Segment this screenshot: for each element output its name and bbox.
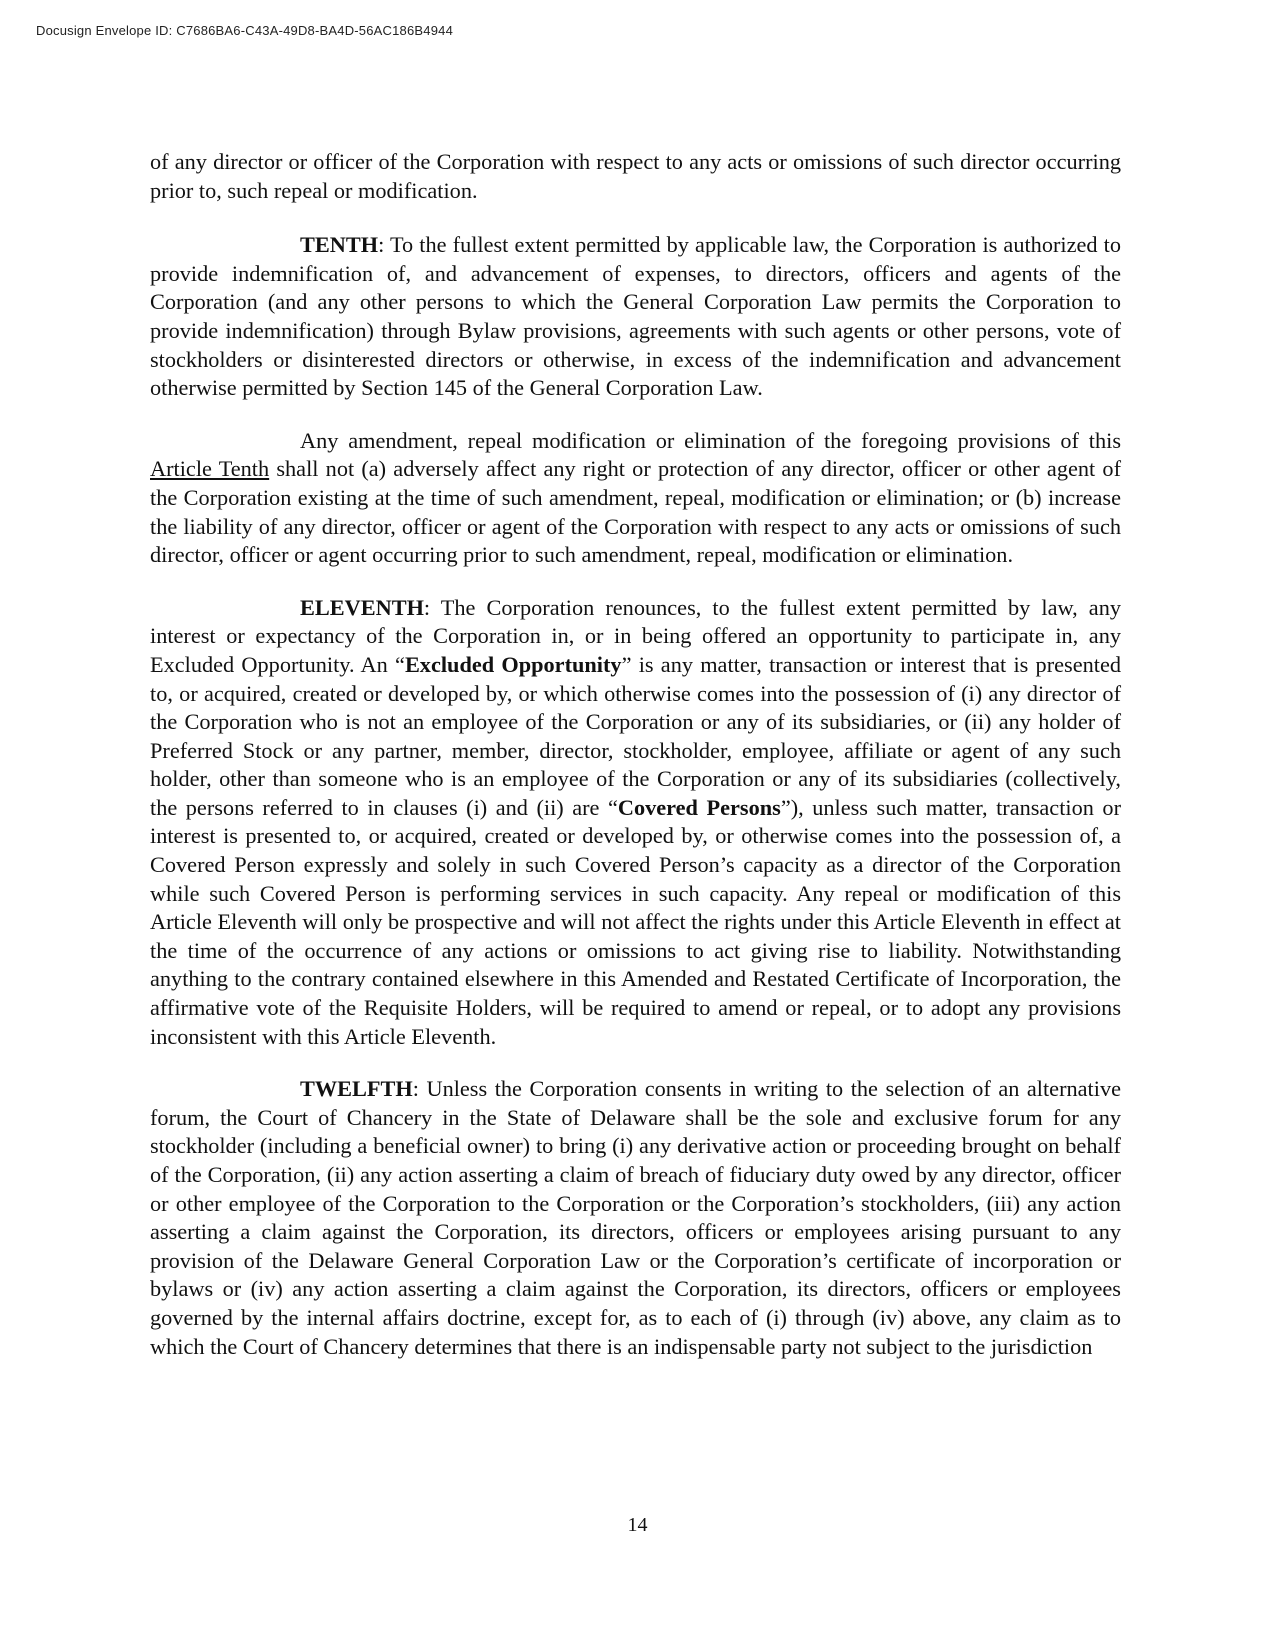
article-eleventh-text-part2: ” is any matter, transaction or interest that is presented to, or acquired, created or developed by, or which otherwise comes into the possession of (i) any director of the Corporation who is not an employee of the Corporation or any of its subsidiaries, or (ii) any holder of Preferred Stock or any partner, member, director, stockholder, employee, affiliate or agent of any such holder, other than someone who is an employee of the Corporation or any of its subsidiaries (collectively, the persons referred to in clauses (i) and (ii) are “ bbox=[150, 651, 1121, 820]
article-eleventh-heading: ELEVENTH bbox=[300, 594, 424, 620]
article-tenth-text: : To the fullest extent permitted by applicable law, the Corporation is authorized to provide indemnification of, and advancement of expenses, to directors, officers and agents of the Corporation (and any other persons to which the General Corporation Law permits the Corporation to provide indemnification) through Bylaw provisions, agreements with such agents or other persons, vote of stockholders or disinterested directors or otherwise, in excess of the indemnification and advancement otherwise permitted by Section 145 of the General Corporation Law. bbox=[150, 232, 1121, 401]
article-eleventh-paragraph bbox=[150, 594, 1121, 1052]
docusign-envelope-id: Docusign Envelope ID: C7686BA6-C43A-49D8-BA4D-56AC186B4944 bbox=[36, 23, 454, 38]
excluded-opportunity-term: Excluded Opportunity bbox=[404, 651, 622, 677]
amendment-text-part1: Any amendment, repeal modification or elimination of the foregoing provisions of this bbox=[300, 427, 1121, 453]
amendment-text-part2: shall not (a) adversely affect any right or protection of any director, officer or other agent of the Corporation existing at the time of such amendment, repeal, modification or elimination; or (b) increase the liability of any director, officer or agent of the Corporation with respect to any acts or omissions of such director, officer or agent occurring prior to such amendment, repeal, modification or elimination. bbox=[150, 456, 1121, 568]
article-eleventh-text-part3: ”), unless such matter, transaction or interest is presented to, or acquired, created or developed by, or otherwise comes into the possession of, a Covered Person expressly and solely in such Covered Person’s capacity as a director of the Corporation while such Covered Person is performing services in such capacity. Any repeal or modification of this Article Eleventh will only be prospective and will not affect the rights under this Article Eleventh in effect at the time of the occurrence of any actions or omissions to act giving rise to liability. Notwithstanding anything to the contrary contained elsewhere in this Amended and Restated Certificate of Incorporation, the affirmative vote of the Requisite Holders, will be required to amend or repeal, or to adopt any provisions inconsistent with this Article Eleventh. bbox=[150, 794, 1121, 1049]
page-number: 14 bbox=[627, 1514, 648, 1536]
article-tenth-paragraph bbox=[150, 231, 1121, 403]
article-eleventh-text-part1: : The Corporation renounces, to the fullest extent permitted by law, any interest or expectancy of the Corporation in, or in being offered an opportunity to participate in, any Excluded Opportunity. An “ bbox=[150, 594, 1121, 677]
amendment-paragraph bbox=[150, 427, 1121, 570]
document-body bbox=[150, 148, 1121, 1385]
article-twelfth-heading: TWELFTH bbox=[300, 1076, 413, 1102]
covered-persons-term: Covered Persons bbox=[617, 794, 781, 820]
article-tenth-reference: Article Tenth bbox=[150, 456, 270, 482]
continuation-paragraph: of any director or officer of the Corporation with respect to any acts or omissions of such director occurring prior to, such repeal or modification. bbox=[150, 149, 1121, 203]
article-twelfth-paragraph bbox=[150, 1075, 1121, 1361]
article-twelfth-text: : Unless the Corporation consents in writing to the selection of an alternative forum, the Court of Chancery in the State of Delaware shall be the sole and exclusive forum for any stockholder (including a beneficial owner) to bring (i) any derivative action or proceeding brought on behalf of the Corporation, (ii) any action asserting a claim of breach of fiduciary duty owed by any director, officer or other employee of the Corporation to the Corporation or the Corporation’s stockholders, (iii) any action asserting a claim against the Corporation, its directors, officers or employees arising pursuant to any provision of the Delaware General Corporation Law or the Corporation’s certificate of incorporation or bylaws or (iv) any action asserting a claim against the Corporation, its directors, officers or employees governed by the internal affairs doctrine, except for, as to each of (i) through (iv) above, any claim as to which the Court of Chancery determines that there is an indispensable party not subject to the jurisdiction bbox=[150, 1076, 1121, 1359]
article-tenth-heading: TENTH bbox=[300, 232, 379, 258]
